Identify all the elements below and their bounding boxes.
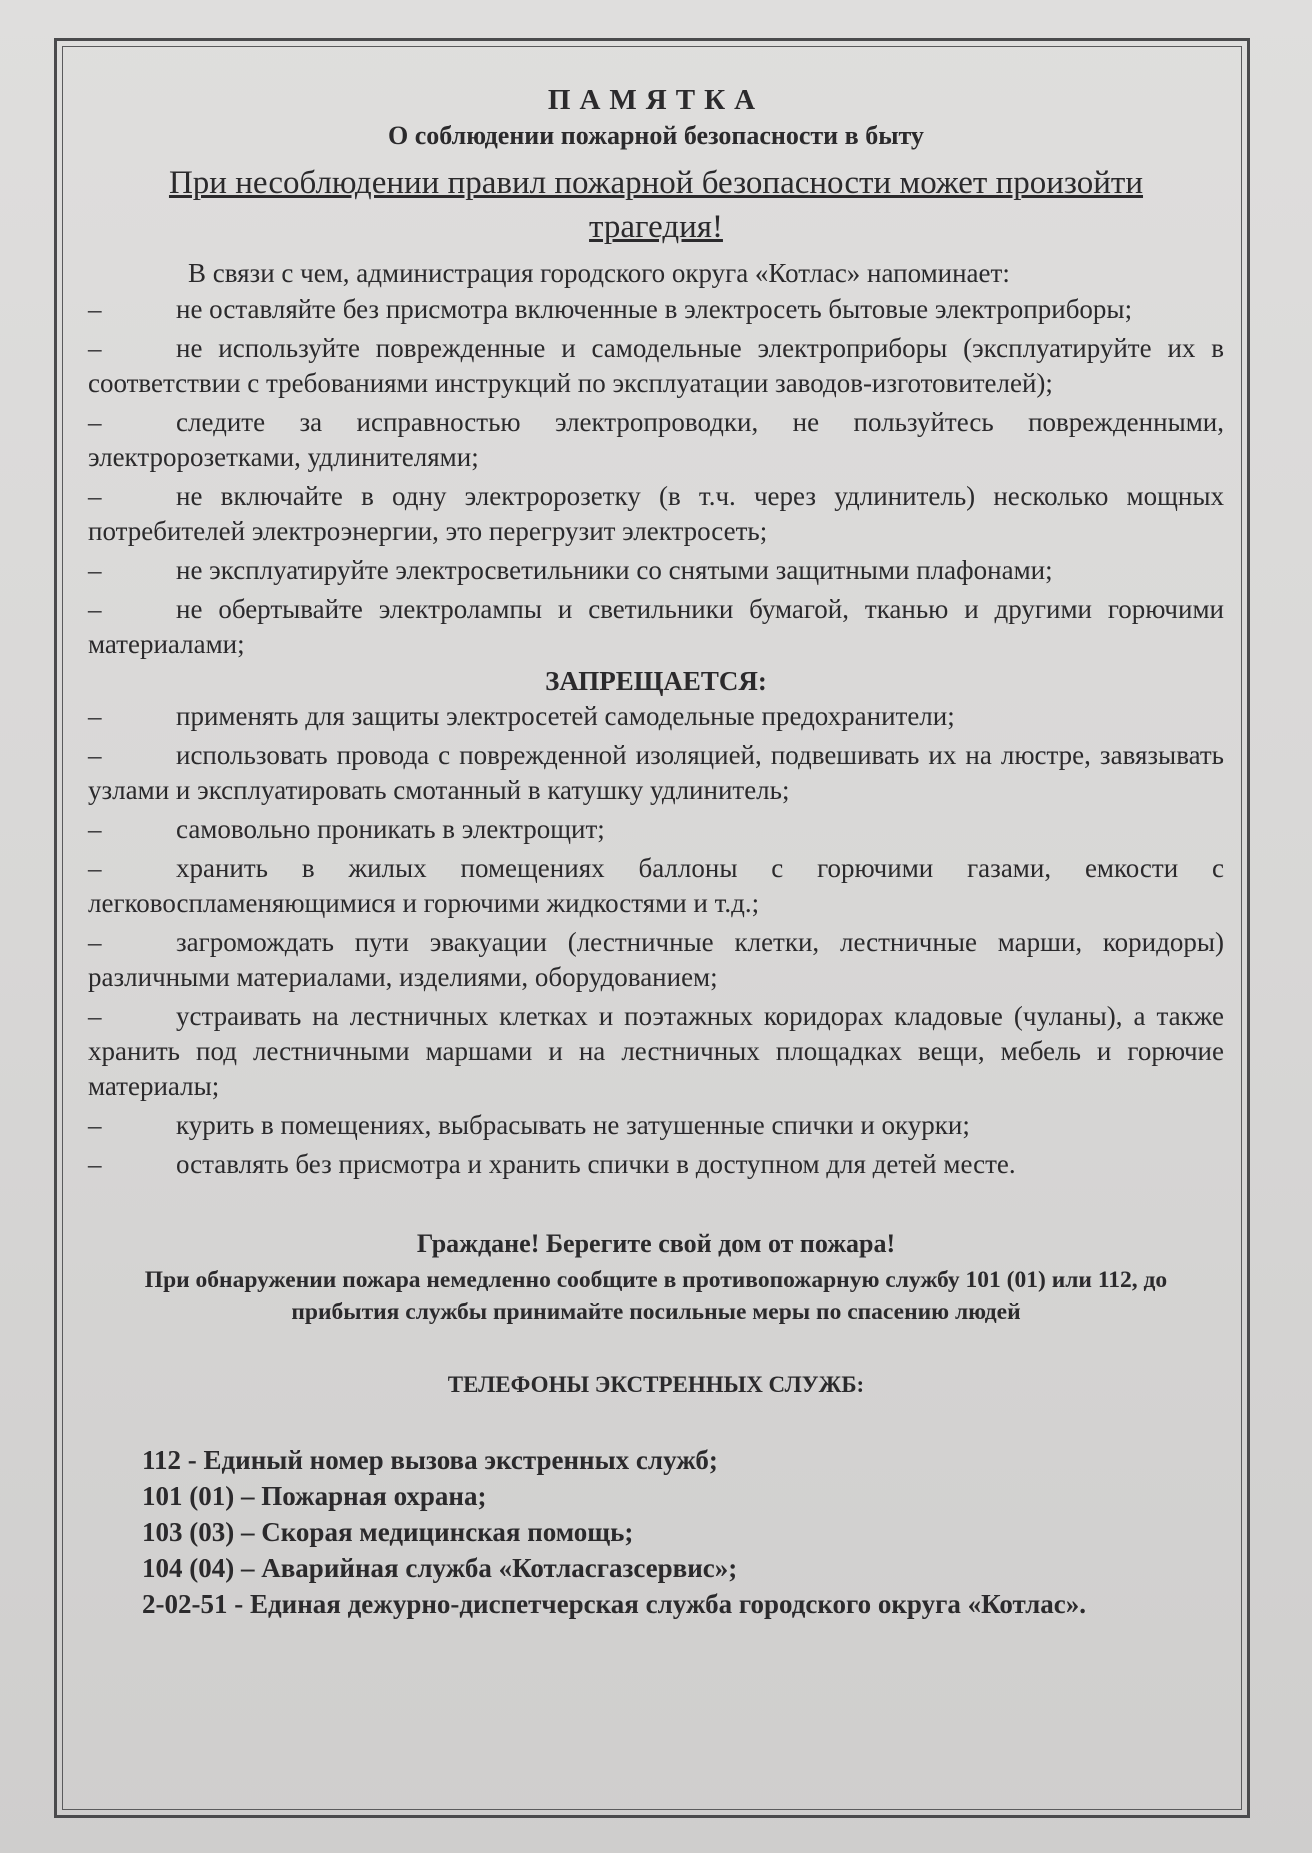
dash-marker: – — [88, 1001, 102, 1031]
prohibited-item: – хранить в жилых помещениях баллоны с горючими газами, емкости с легковоспламеняющимися и горючими жидкостями и т.д.; — [88, 853, 1224, 918]
emergency-phones-list — [88, 1442, 1224, 1622]
prohibited-item: – устраивать на лестничных клетках и поэтажных коридорах кладовые (чуланы), а также хранить под лестничными маршами и на лестничных площадках вещи, мебель и горючие материалы; — [88, 1001, 1224, 1101]
dash-marker: – — [88, 1110, 102, 1140]
dash-marker: – — [88, 594, 102, 624]
intro-text: В связи с чем, администрация городского округа «Котлас» напоминает: — [188, 258, 1010, 288]
dash-marker: – — [88, 740, 102, 770]
phone-entry: 112 - Единый номер вызова экстренных служб; — [142, 1445, 718, 1475]
phone-entry: 101 (01) – Пожарная охрана; — [142, 1481, 487, 1511]
phone-entry: 103 (03) – Скорая медицинская помощь; — [142, 1517, 634, 1547]
reminder-item: – не включайте в одну электророзетку (в т.ч. через удлинитель) несколько мощных потребителей электроэнергии, это перегрузит электросеть; — [88, 481, 1224, 546]
reminder-item: – не используйте поврежденные и самодельные электроприборы (эксплуатируйте их в соответствии с требованиями инструкций по эксплуатации заводов-изготовителей); — [88, 333, 1224, 398]
memo-title: ПАМЯТКА — [547, 84, 765, 116]
reminder-list — [88, 292, 1224, 662]
memo-content — [88, 78, 1224, 1622]
dash-marker: – — [88, 481, 102, 511]
prohibited-item: – использовать провода с поврежденной изоляцией, подвешивать их на люстре, завязывать узлами и эксплуатировать смотанный в катушку удлинитель; — [88, 740, 1224, 805]
dash-marker: – — [88, 853, 102, 883]
dash-marker: – — [88, 407, 102, 437]
citizens-appeal: Граждане! Берегите свой дом от пожара! — [416, 1229, 896, 1258]
dash-marker: – — [88, 927, 102, 957]
dash-marker: – — [88, 1149, 102, 1179]
dash-marker: – — [88, 294, 102, 324]
phone-entry: 2-02-51 - Единая дежурно-диспетчерская служба городского округа «Котлас». — [142, 1589, 1086, 1619]
reminder-item: – следите за исправностью электропроводки, не пользуйтесь поврежденными, электророзетками, удлинителями; — [88, 407, 1224, 472]
emergency-phones-heading: ТЕЛЕФОНЫ ЭКСТРЕННЫХ СЛУЖБ: — [447, 1372, 865, 1397]
prohibited-item: – загромождать пути эвакуации (лестничные клетки, лестничные марши, коридоры) различными материалами, изделиями, оборудованием; — [88, 927, 1224, 992]
reminder-item: – не обертывайте электролампы и светильники бумагой, тканью и другими горючими материалами; — [88, 594, 1224, 659]
tragedy-warning: При несоблюдении правил пожарной безопасности может произойти трагедия! — [168, 165, 1144, 245]
reminder-item: – не эксплуатируйте электросветильники со снятыми защитными плафонами; — [88, 553, 1224, 588]
phone-entry: 104 (04) – Аварийная служба «Котласгазсервис»; — [142, 1553, 738, 1583]
dash-marker: – — [88, 555, 102, 585]
prohibited-heading: ЗАПРЕЩАЕТСЯ: — [545, 666, 767, 696]
dash-marker: – — [88, 333, 102, 363]
prohibited-item: – применять для защиты электросетей самодельные предохранители; — [88, 699, 1224, 734]
prohibited-list — [88, 699, 1224, 1182]
reminder-item: – не оставляйте без присмотра включенные в электросеть бытовые электроприборы; — [88, 292, 1224, 327]
dash-marker: – — [88, 814, 102, 844]
dash-marker: – — [88, 701, 102, 731]
prohibited-item: – оставлять без присмотра и хранить спички в доступном для детей месте. — [88, 1147, 1224, 1182]
prohibited-item: – курить в помещениях, выбрасывать не затушенные спички и окурки; — [88, 1108, 1224, 1143]
fire-instruction: При обнаружении пожара немедленно сообщите в противопожарную службу 101 (01) или 112, до прибытия службы принимайте посильные меры по спасению людей — [144, 1267, 1168, 1325]
memo-subtitle: О соблюдении пожарной безопасности в быту — [388, 121, 924, 150]
prohibited-item: – самовольно проникать в электрощит; — [88, 812, 1224, 847]
